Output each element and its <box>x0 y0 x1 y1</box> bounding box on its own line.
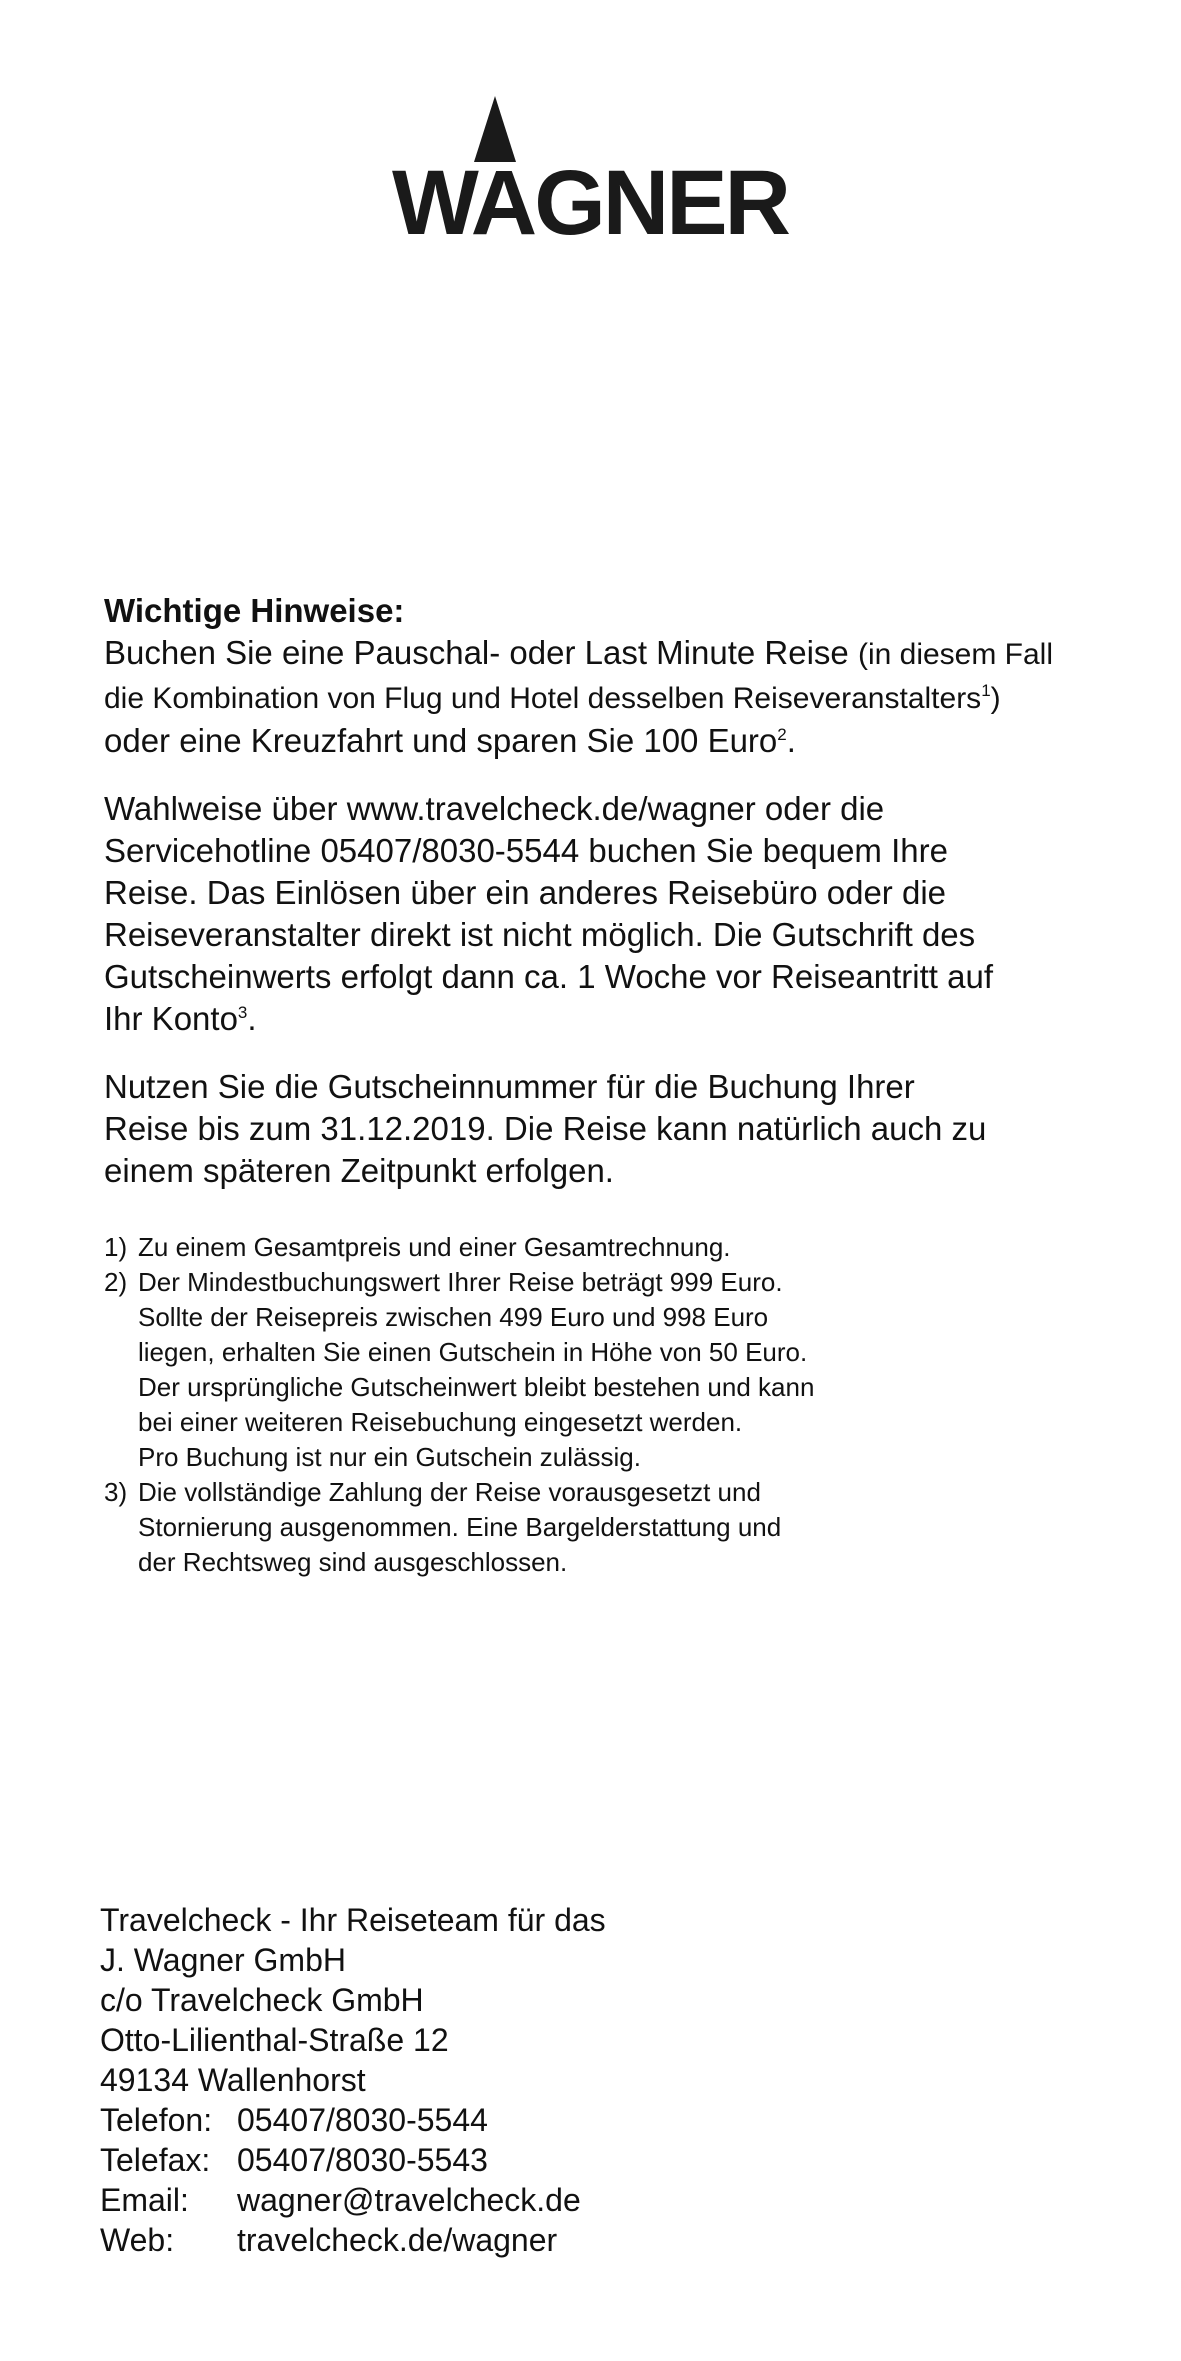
contact-label: Telefax: <box>100 2142 211 2178</box>
contact-email-row <box>100 2180 1000 2220</box>
p1-c-sup: 1 <box>981 681 991 700</box>
p1-c-end: ) <box>990 682 1001 715</box>
p1-d: oder eine Kreuzfahrt und sparen Sie 100 Euro <box>104 722 778 759</box>
contact-email-link[interactable]: wagner@travelcheck.de <box>237 2182 581 2218</box>
p2-end: . <box>247 1000 257 1037</box>
notice-section <box>104 590 1154 1192</box>
contact-company: J. Wagner GmbH <box>100 1942 346 1978</box>
footnote-line: Zu einem Gesamtpreis und einer Gesamtrechnung. <box>138 1232 731 1262</box>
contact-care-of: c/o Travelcheck GmbH <box>100 1982 424 2018</box>
notice-paragraph-1 <box>104 632 1154 762</box>
footnote-line: Die vollständige Zahlung der Reise vorausgesetzt und <box>138 1477 761 1507</box>
contact-label: Telefon: <box>100 2102 213 2138</box>
p1-a: Buchen Sie eine Pauschal- oder Last Minute Reise <box>104 634 858 671</box>
contact-street: Otto-Lilienthal-Straße 12 <box>100 2022 449 2058</box>
footnote-line: Der ursprüngliche Gutscheinwert bleibt bestehen und kann <box>138 1372 815 1402</box>
footnote-line: bei einer weiteren Reisebuchung eingesetzt werden. <box>138 1407 743 1437</box>
footnote-number: 3) <box>104 1477 128 1507</box>
footnote-2 <box>104 1265 1104 1475</box>
footnote-line: Pro Buchung ist nur ein Gutschein zulässig. <box>138 1442 641 1472</box>
contact-fax-row <box>100 2140 1000 2180</box>
footnote-line: der Rechtsweg sind ausgeschlossen. <box>138 1547 568 1577</box>
footnote-line: liegen, erhalten Sie einen Gutschein in Höhe von 50 Euro. <box>138 1337 808 1367</box>
contact-label: Web: <box>100 2222 175 2258</box>
footnote-number: 1) <box>104 1232 128 1262</box>
footnote-number: 2) <box>104 1267 128 1297</box>
wagner-logo <box>360 96 820 244</box>
contact-label: Email: <box>100 2182 189 2218</box>
contact-line: Travelcheck - Ihr Reiseteam für das <box>100 1902 606 1938</box>
p1-d-end: . <box>786 722 796 759</box>
footnote-line: Sollte der Reisepreis zwischen 499 Euro und 998 Euro <box>138 1302 769 1332</box>
p1-c: die Kombination von Flug und Hotel desselben Reiseveranstalters <box>104 682 982 715</box>
contact-city: 49134 Wallenhorst <box>100 2062 366 2098</box>
contact-phone-row <box>100 2100 1000 2140</box>
p2-text: Wahlweise über www.travelcheck.de/wagner oder die Servicehotline 05407/8030-5544 buchen Sie bequem Ihre Reise. Das Einlösen über ein anderes Reisebüro oder die Reiseveranstalter direkt ist nicht möglich. Die Gutschrift des Gutscheinwerts erfolgt dann ca. 1 Woche vor Reiseantritt auf Ihr Konto <box>104 790 994 1037</box>
contact-web-row <box>100 2220 1000 2260</box>
contact-phone[interactable]: 05407/8030-5544 <box>237 2102 488 2138</box>
wagner-logo-text: WAGNER <box>392 152 788 244</box>
contact-fax: 05407/8030-5543 <box>237 2142 488 2178</box>
contact-web-link[interactable]: travelcheck.de/wagner <box>237 2222 558 2258</box>
footnote-line: Stornierung ausgenommen. Eine Bargelderstattung und <box>138 1512 782 1542</box>
p1-d-sup: 2 <box>777 725 787 744</box>
footnote-3 <box>104 1475 1104 1580</box>
notice-paragraph-2 <box>104 788 1004 1040</box>
p1-b: (in diesem Fall <box>857 638 1054 671</box>
p2-sup: 3 <box>237 1003 248 1022</box>
footnote-line: Der Mindestbuchungswert Ihrer Reise beträgt 999 Euro. <box>138 1267 783 1297</box>
notice-paragraph-3: Nutzen Sie die Gutscheinnummer für die Buchung Ihrer Reise bis zum 31.12.2019. Die Reise kann natürlich auch zu einem späteren Zeitpunkt erfolgen. <box>104 1068 987 1189</box>
footnote-1 <box>104 1230 1104 1265</box>
contact-block <box>100 1900 1000 2260</box>
notice-heading: Wichtige Hinweise: <box>104 592 405 629</box>
footnotes <box>104 1230 1104 1580</box>
